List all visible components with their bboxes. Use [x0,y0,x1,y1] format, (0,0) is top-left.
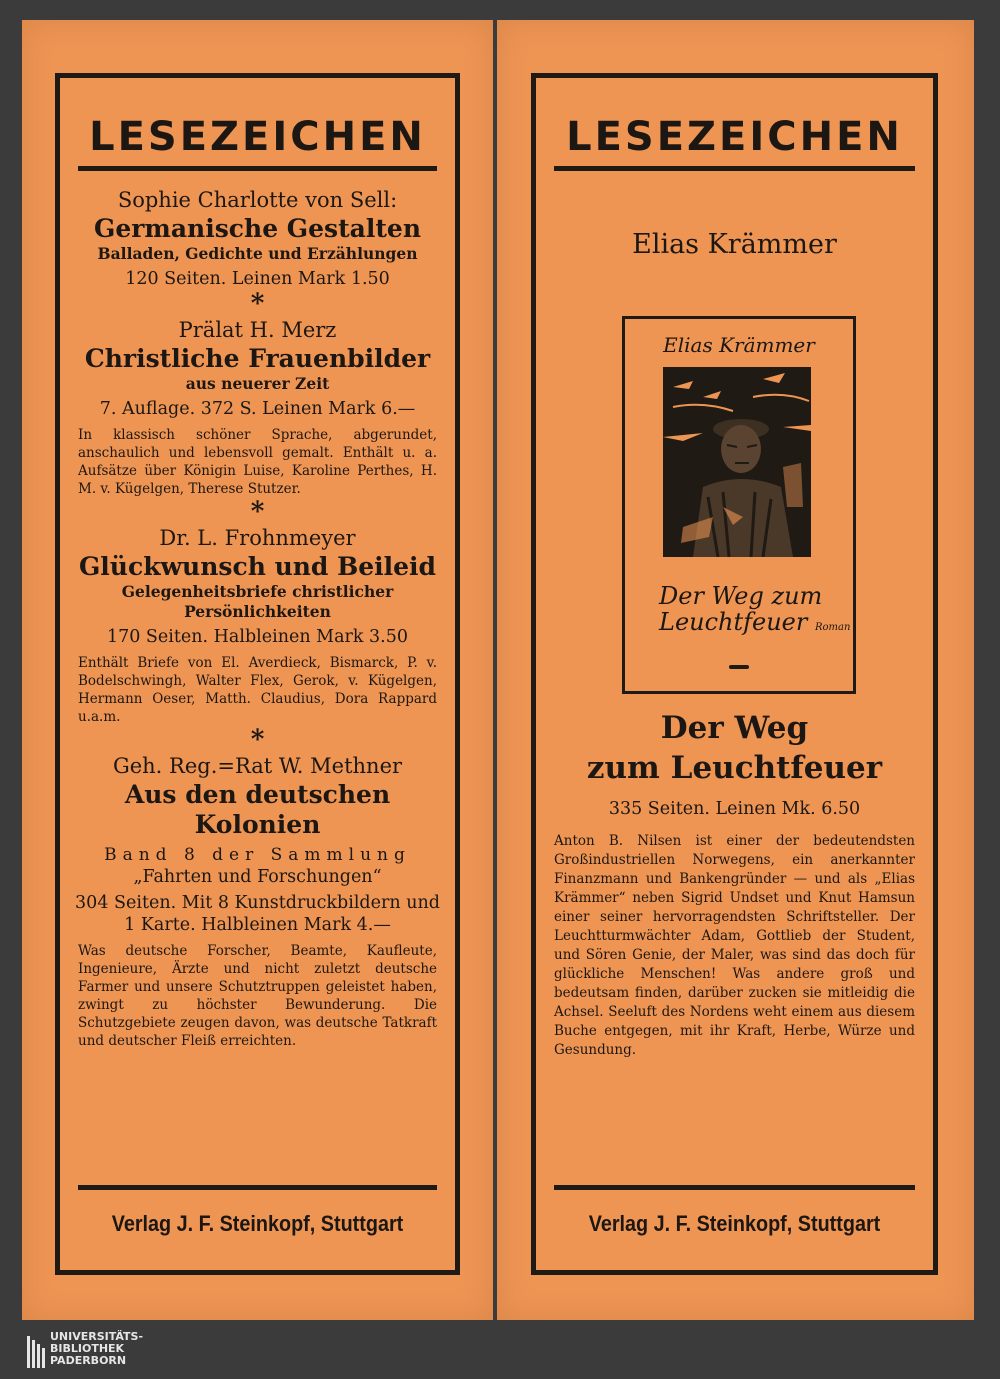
library-logo-icon [27,1336,45,1368]
cover-title [659,583,850,641]
book4-description: Was deutsche Forscher, Beamte, Kaufleute, Ingenieure, Ärzte und nicht zuletzt deutsche Farmer und unsere Schutztruppen geleistet haben, zwingt zu höchster Bewunderung. Die Schutzgebiete zeugen davon, was deutsche Tatkraft und deutscher Fleiß erreichten. [78,943,437,1049]
cover-genre: Roman [815,622,851,633]
book1-title: Germanische Gestalten [93,214,422,243]
separator-star: * [250,289,265,319]
separator-star: * [250,497,265,527]
book1-subtitle: Balladen, Gedichte und Erzählungen [97,244,418,263]
book1-price: 120 Seiten. Leinen Mark 1.50 [125,269,390,289]
bookmark-right [497,20,974,1320]
cover-ornament [729,665,749,669]
library-logo-text [50,1331,143,1367]
book3-description: Enthält Briefe von El. Averdieck, Bismarck, P. v. Bodelschwingh, Walter Flex, Gerok, v. Kügelgen, Hermann Oeser, Matth. Claudius, Dora Rappard u.a.m. [78,655,437,725]
right-book-description: Anton B. Nilsen ist einer der bedeutendsten Großindustriellen Norwegens, ein anerkannter Finanzmann und Bankengründer — und als „Elias Krämmer“ neben Sigrid Undset und Knut Hamsun einer seiner hervorragendsten Schriftsteller. Der Leuchtturmwächter Adam, Gottlieb der Student, und Sören Genie, der Maler, was sind das doch für glückliche Menschen! Was andere groß und bedeutsam finden, darüber zucken sie mitleidig die Achsel. Seeluft des Nordens weht einem aus diesem Buche entgegen, mit ihr Kraft, Herbe, Würze und Gesundung. [554,833,915,1058]
right-heading-rule [554,166,915,171]
right-publisher: Verlag J. F. Steinkopf, Stuttgart [588,1211,881,1236]
book3-author: Dr. L. Frohnmeyer [159,526,356,550]
book3-title: Glückwunsch und Beileid [78,552,437,581]
cover-author: Elias Krämmer [663,333,815,357]
book2-title: Christliche Frauenbilder [84,344,431,373]
left-publisher: Verlag J. F. Steinkopf, Stuttgart [111,1211,404,1236]
book2-price: 7. Auflage. 372 S. Leinen Mark 6.— [99,399,416,419]
woodcut-illustration [663,367,811,557]
book4-author: Geh. Reg.=Rat W. Methner [112,754,403,778]
right-footer-rule [554,1185,915,1190]
book4-price: 304 Seiten. Mit 8 Kunstdruckbildern und 1 Karte. Halbleinen Mark 4.— [75,893,440,935]
right-author-block [550,228,919,262]
right-book-price: 335 Seiten. Leinen Mk. 6.50 [608,799,861,819]
book4-title: Aus den deutschen Kolonien [124,780,391,839]
left-heading-rule [78,166,437,171]
cover-title-line1: Der Weg zum [659,582,823,610]
book4-series-line2: „Fahrten und Forschungen“ [133,867,382,887]
library-logo-line1: UNIVERSITÄTS- [50,1330,144,1343]
right-heading: LESEZEICHEN [566,114,903,160]
left-footer-rule [78,1185,437,1190]
left-book-list [74,186,441,1050]
book3-price: 170 Seiten. Halbleinen Mark 3.50 [106,627,409,647]
bookmark-left [22,20,493,1320]
book3-subtitle: Gelegenheitsbriefe christlicher Persönlichkeiten [121,582,394,621]
library-logo-line2: BIBLIOTHEK [50,1342,125,1355]
book1-author: Sophie Charlotte von Sell: [117,188,398,212]
right-book-info [550,708,919,1060]
bookmark-left-frame [55,73,460,1275]
separator-star: * [250,725,265,755]
book4-series-line1: Band 8 der Sammlung [104,845,411,865]
bookmark-right-frame [531,73,938,1275]
book2-description: In klassisch schöner Sprache, abgerundet, anschaulich und lebensvoll gemalt. Enthält u. a. Aufsätze über Königin Luise, Karoline Perthes, H. M. v. Kügelgen, Therese Stutzer. [78,427,437,497]
book2-author: Prälat H. Merz [178,318,337,342]
right-book-title-line2: zum Leuchtfeuer [586,750,883,786]
book-cover-image [622,316,856,694]
right-author: Elias Krämmer [632,229,837,260]
left-heading: LESEZEICHEN [89,114,426,160]
right-book-title-line1: Der Weg [660,710,809,746]
cover-title-line2: Leuchtfeuer [659,608,808,636]
book2-subtitle: aus neuerer Zeit [185,374,330,393]
library-logo-line3: PADERBORN [50,1354,127,1367]
